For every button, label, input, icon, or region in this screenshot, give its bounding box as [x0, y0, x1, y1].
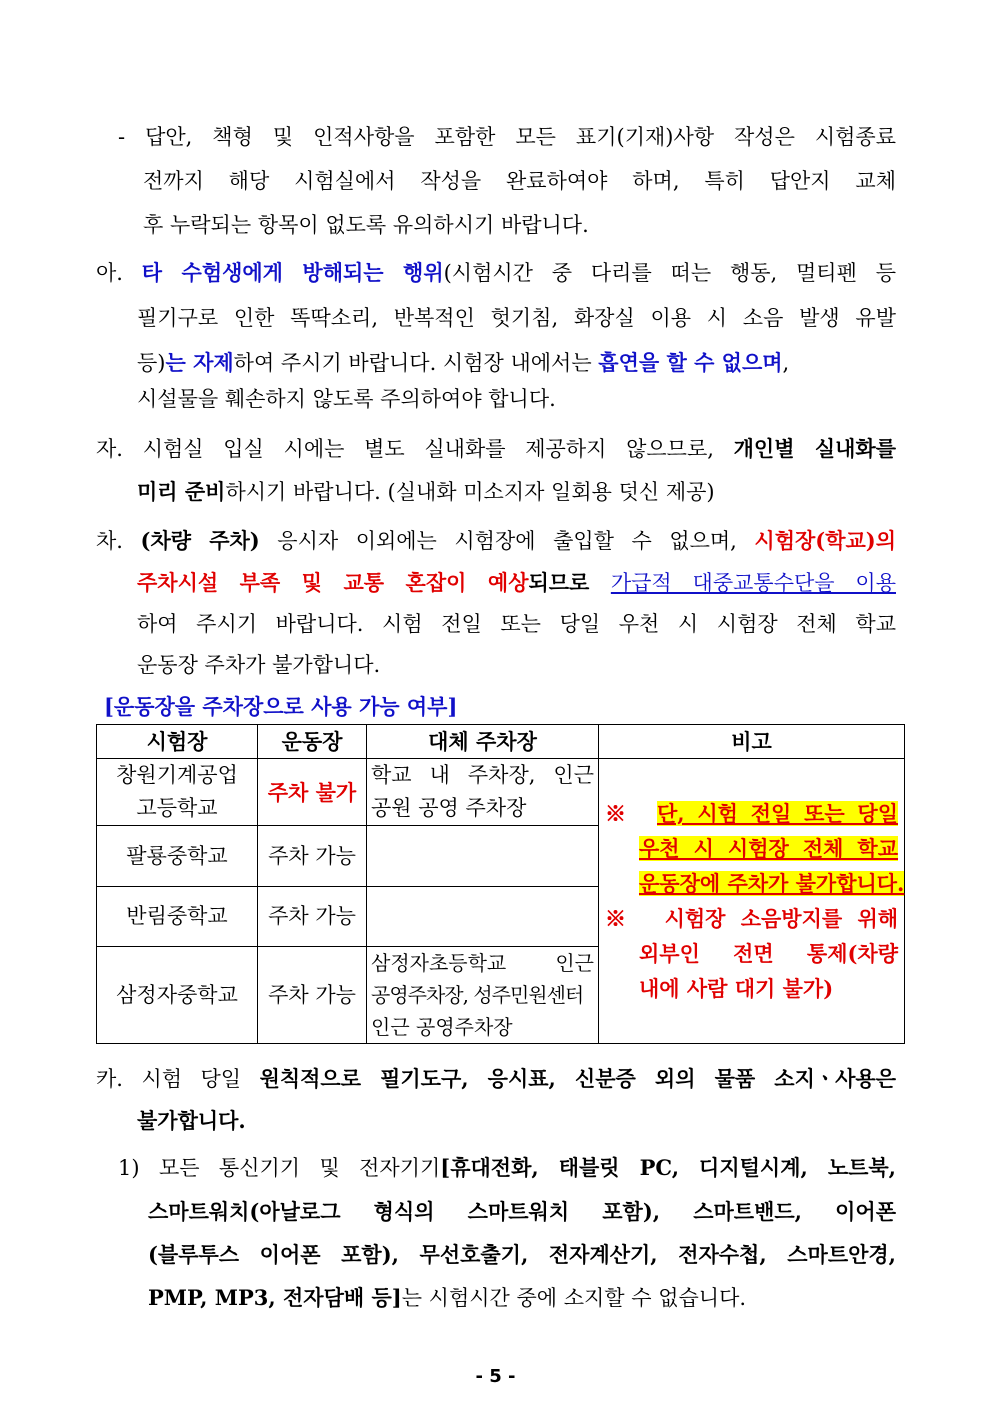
alt-line: 공원 공영 주차장	[371, 796, 527, 820]
para-ka-text1: 시험 당일	[141, 1067, 260, 1091]
dash-note-line3: 후 누락되는 항목이 없도록 유의하시기 바랍니다.	[143, 213, 589, 237]
header-alt-parking: 대체 주차장	[367, 725, 599, 759]
para-ka-line2: 불가합니다.	[137, 1108, 246, 1133]
note1-text2: 우천 시 시험장 전체 학교	[639, 836, 898, 861]
item1-line3: (블루투스 이어폰 포함), 무선호출기, 전자계산기, 전자수첩, 스마트안경,	[148, 1242, 896, 1267]
note2-text1: 시험장 소음방지를 위해	[664, 906, 899, 931]
field-cell: 주차 가능	[258, 947, 367, 1044]
field-cell: 주차 가능	[258, 887, 367, 947]
venue-cell	[97, 759, 258, 826]
para-cha-marker: 차.	[96, 529, 123, 553]
para-cha-red2: 주차시설 부족 및 교통 혼잡이 예상	[137, 570, 529, 595]
note1-text1: 단, 시험 전일 또는 당일	[657, 801, 898, 826]
table-header-row	[97, 725, 905, 759]
item1-line1	[118, 1153, 896, 1183]
para-ja-line2	[137, 477, 715, 507]
para-ja-marker: 자.	[96, 437, 123, 461]
para-ka-bold1: 원칙적으로 필기도구, 응시표, 신분증 외의 물품 소지ㆍ사용은	[259, 1066, 897, 1091]
para-ja-bold2: 미리 준비	[137, 479, 226, 504]
header-field: 운동장	[258, 725, 367, 759]
item1-line2: 스마트워치(아날로그 형식의 스마트워치 포함), 스마트밴드, 이어폰	[148, 1199, 896, 1224]
alt-parking-cell	[367, 826, 599, 887]
para-ka-line1	[96, 1064, 896, 1094]
field-cell: 주차 가능	[258, 826, 367, 887]
para-cha-red1: 시험장(학교)의	[754, 528, 896, 553]
item1-text2: 는 시험시간 중에 소지할 수 없습니다.	[401, 1286, 747, 1310]
parking-table	[96, 724, 905, 1044]
venue-cell: 반림중학교	[97, 887, 258, 947]
venue-cell: 삼정자중학교	[97, 947, 258, 1044]
item1-bold1: [휴대전화, 태블릿 PC, 디지털시계, 노트북,	[440, 1155, 896, 1180]
note1-line3	[605, 866, 905, 901]
note2-line2: 외부인 전면 통제(차량	[639, 941, 898, 966]
field-cell: 주차 불가	[258, 759, 367, 826]
para-ja-bold1: 개인별 실내화를	[733, 436, 896, 461]
note2-line3: 내에 사람 대기 불가)	[639, 976, 834, 1001]
item1-line4	[148, 1283, 746, 1313]
alt-parking-cell	[367, 887, 599, 947]
para-cha-text1: 응시자 이외에는 시험장에 출입할 수 없으며,	[259, 529, 755, 553]
para-a-marker: 아.	[96, 261, 123, 285]
alt-line: 학교 내 주차장, 인근	[371, 763, 594, 787]
para-a-line3	[137, 348, 896, 378]
para-a-text1: (시험시간 중 다리를 떠는 행동, 멀티펜 등	[443, 261, 896, 285]
header-remarks: 비고	[599, 725, 905, 759]
note1-line2	[605, 831, 898, 866]
page-number: - 5 -	[475, 1366, 516, 1387]
para-a-l3-pre: 등)	[137, 351, 166, 375]
alt-line: 삼정자초등학교 인근	[371, 951, 594, 975]
dash-note-line2: 전까지 해당 시험실에서 작성을 완료하여야 하며, 특히 답안지 교체	[143, 169, 896, 193]
dash-note-line1: - 답안, 책형 및 인적사항을 포함한 모든 표기(기재)사항 작성은 시험종료	[118, 125, 896, 149]
note-mark: ※	[605, 801, 632, 826]
note1-text3: 운동장에 주차가 불가합니다.	[639, 871, 905, 896]
note1-line1	[605, 796, 898, 831]
remarks-cell	[599, 759, 905, 1044]
para-a-l3-end: ,	[782, 351, 790, 375]
para-cha-line4: 운동장 주차가 불가합니다.	[137, 653, 381, 677]
para-a-line2: 필기구로 인한 똑딱소리, 반복적인 헛기침, 화장실 이용 시 소음 발생 유발	[137, 306, 896, 330]
table-row	[97, 759, 905, 826]
venue-line: 고등학교	[136, 796, 218, 820]
item1-marker: 1)	[118, 1156, 140, 1180]
alt-parking-cell	[367, 947, 599, 1044]
note-mark: ※	[605, 906, 634, 931]
alt-line: 공영주차장, 성주민원센터	[371, 983, 584, 1007]
para-a-l3-mid: 하여 주시기 바랍니다. 시험장 내에서는	[233, 351, 599, 375]
para-a-line1	[96, 258, 896, 288]
alt-line: 인근 공영주차장	[371, 1015, 513, 1039]
para-a-line4: 시설물을 훼손하지 않도록 주의하여야 합니다.	[137, 387, 556, 411]
note2-line1	[605, 901, 898, 936]
para-cha-bold1: (차량 주차)	[140, 528, 260, 553]
para-ja-line1	[96, 434, 896, 464]
header-venue: 시험장	[97, 725, 258, 759]
venue-line: 창원기계공업	[116, 763, 238, 787]
table-title: [운동장을 주차장으로 사용 가능 여부]	[104, 694, 458, 719]
para-cha-text2: 되므로	[528, 570, 611, 595]
para-ka-marker: 카.	[96, 1067, 123, 1091]
para-cha-line3: 하여 주시기 바랍니다. 시험 전일 또는 당일 우천 시 시험장 전체 학교	[137, 612, 896, 636]
para-cha-line2	[137, 568, 896, 598]
para-cha-line1	[96, 526, 896, 556]
para-a-l3-bold2: 흡연을 할 수 없으며	[598, 350, 783, 375]
item1-bold4: PMP, MP3, 전자담배 등]	[148, 1285, 402, 1310]
venue-cell: 팔룡중학교	[97, 826, 258, 887]
para-ja-text2: 하시기 바랍니다. (실내화 미소지자 일회용 덧신 제공)	[225, 480, 715, 504]
para-ja-text1: 시험실 입실 시에는 별도 실내화를 제공하지 않으므로,	[142, 437, 734, 461]
alt-parking-cell	[367, 759, 599, 826]
para-a-bold: 타 수험생에게 방해되는 행위	[141, 260, 444, 285]
para-a-l3-bold: 는 자제	[165, 350, 234, 375]
item1-text1: 모든 통신기기 및 전자기기	[158, 1156, 441, 1180]
para-cha-underlined: 가급적 대중교통수단을 이용	[610, 571, 896, 595]
